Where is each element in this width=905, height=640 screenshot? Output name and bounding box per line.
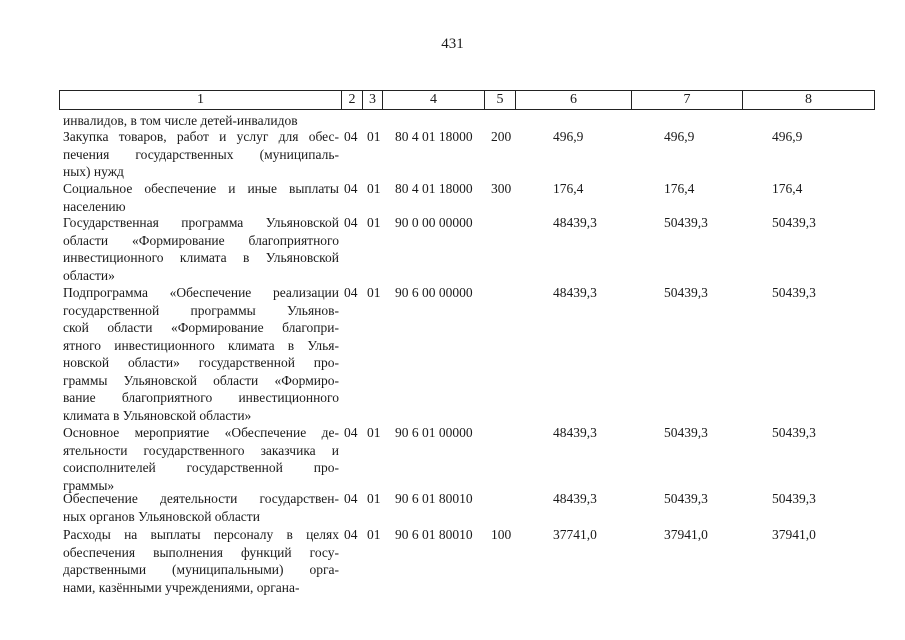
row-description [63,112,339,130]
amount-year-2: 50439,3 [664,285,708,300]
description-line: дарственными (муниципальными) орга- [63,562,339,577]
razdel: 04 [344,215,358,230]
podrazdel: 01 [367,181,381,196]
row-description [63,180,339,215]
amount-year-1: 496,9 [553,129,584,144]
header-col-2: 2 [342,91,363,109]
amount-year-1: 176,4 [553,181,584,196]
podrazdel: 01 [367,285,381,300]
podrazdel: 01 [367,129,381,144]
target-article: 90 6 01 80010 [395,491,473,506]
header-col-5: 5 [485,91,516,109]
description-line: области» [63,267,115,283]
razdel: 04 [344,425,358,440]
target-article: 90 6 00 00000 [395,285,473,300]
amount-year-1: 48439,3 [553,285,597,300]
description-line: ятного инвестиционного климата в Улья- [63,337,339,353]
description-line: обеспечения выполнения функций госу- [63,544,339,560]
amount-year-1: 48439,3 [553,425,597,440]
target-article: 90 6 01 00000 [395,425,473,440]
header-col-1: 1 [60,91,342,109]
description-line: граммы Ульяновской области «Формиро- [63,372,339,388]
amount-year-1: 48439,3 [553,491,597,506]
target-article: 80 4 01 18000 [395,181,473,196]
description-line: Подпрограмма «Обеспечение реализации [63,285,339,300]
description-line: инвалидов, в том числе детей-инвалидов [63,113,298,128]
amount-year-3: 37941,0 [772,527,816,542]
amount-year-1: 48439,3 [553,215,597,230]
amount-year-2: 50439,3 [664,491,708,506]
description-line: новской области» государственной про- [63,355,339,370]
amount-year-2: 50439,3 [664,425,708,440]
target-article: 90 0 00 00000 [395,215,473,230]
row-description [63,424,339,494]
razdel: 04 [344,491,358,506]
description-line: Основное мероприятие «Обеспечение де- [63,425,339,440]
amount-year-2: 50439,3 [664,215,708,230]
description-line: Социальное обеспечение и иные выплаты [63,181,339,196]
header-col-4: 4 [383,91,485,109]
description-line: вание благоприятного инвестиционного [63,390,339,405]
amount-year-3: 50439,3 [772,491,816,506]
amount-year-3: 176,4 [772,181,803,196]
podrazdel: 01 [367,527,381,542]
description-line: населению [63,198,126,214]
description-line: соисполнителей государственной про- [63,460,339,475]
page-number: 431 [441,36,464,52]
expense-type: 300 [491,181,512,196]
amount-year-2: 496,9 [664,129,695,144]
expense-type: 100 [491,527,512,542]
razdel: 04 [344,129,358,144]
row-description [63,490,339,525]
amount-year-3: 496,9 [772,129,803,144]
target-article: 90 6 01 80010 [395,527,473,542]
description-line: ных органов Ульяновской области [63,508,260,524]
header-col-3: 3 [363,91,383,109]
description-line: Обеспечение деятельности государствен- [63,491,339,506]
row-description [63,128,339,181]
description-line: климата в Ульяновской области» [63,407,252,423]
amount-year-3: 50439,3 [772,215,816,230]
description-line: Государственная программа Ульяновской [63,215,339,230]
razdel: 04 [344,285,358,300]
row-description [63,526,339,596]
razdel: 04 [344,181,358,196]
description-line: ных) нужд [63,164,124,179]
podrazdel: 01 [367,491,381,506]
amount-year-3: 50439,3 [772,425,816,440]
podrazdel: 01 [367,425,381,440]
expense-type: 200 [491,129,512,144]
description-line: Закупка товаров, работ и услуг для обес- [63,129,339,144]
table-header-row [59,90,875,110]
header-col-6: 6 [516,91,632,109]
description-line: инвестиционного климата в Ульяновской [63,250,339,265]
description-line: нами, казёнными учреждениями, органа- [63,579,300,595]
description-line: области «Формирование благоприятного [63,232,339,248]
razdel: 04 [344,527,358,542]
description-line: государственной программы Ульянов- [63,302,339,318]
target-article: 80 4 01 18000 [395,129,473,144]
amount-year-1: 37741,0 [553,527,597,542]
amount-year-3: 50439,3 [772,285,816,300]
description-line: граммы» [63,477,115,493]
header-col-7: 7 [632,91,743,109]
description-line: ской области «Формирование благопри- [63,320,339,335]
amount-year-2: 37941,0 [664,527,708,542]
row-description [63,214,339,284]
amount-year-2: 176,4 [664,181,695,196]
row-description [63,284,339,424]
podrazdel: 01 [367,215,381,230]
description-line: Расходы на выплаты персоналу в целях [63,527,339,542]
header-col-8: 8 [805,92,812,107]
description-line: ятельности государственного заказчика и [63,442,339,458]
description-line: печения государственных (муниципаль- [63,146,339,162]
